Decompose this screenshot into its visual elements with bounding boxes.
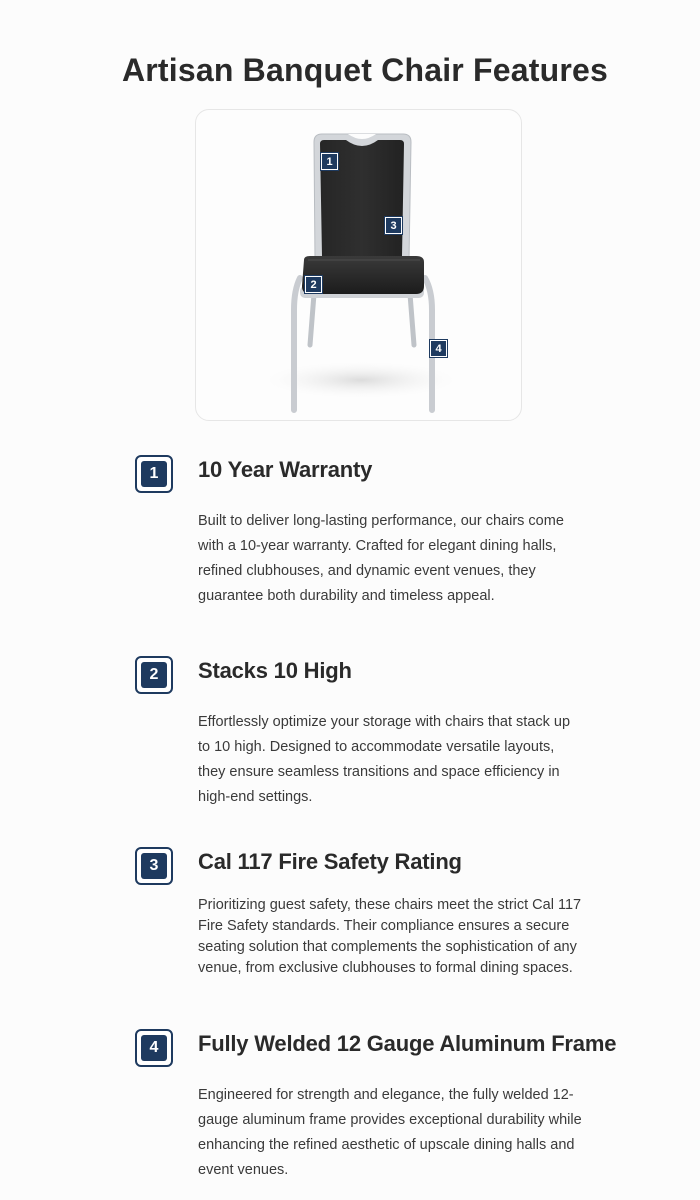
feature-number: 2 xyxy=(141,662,167,688)
feature-title: Cal 117 Fire Safety Rating xyxy=(198,849,462,874)
feature-description: Built to deliver long-lasting performance, our chairs come with a 10-year warranty. Crafted for elegant dining halls, refined clubhouses, and dynamic event venues, they guarantee both durability and timeless appeal. xyxy=(198,513,564,604)
feature-description: Prioritizing guest safety, these chairs meet the strict Cal 117 Fire Safety standards. Their compliance ensures a secure seating solution that complements the sophistication of any venue, from exclusive clubhouses to formal dining spaces. xyxy=(198,897,582,976)
product-image-card xyxy=(195,109,522,421)
hotspot-3[interactable]: 3 xyxy=(385,217,402,234)
feature-number-badge xyxy=(135,455,173,493)
feature-number-badge xyxy=(135,656,173,694)
feature-number-badge xyxy=(135,847,173,885)
feature-number: 1 xyxy=(141,461,167,487)
hotspot-1[interactable]: 1 xyxy=(321,153,338,170)
page-title: Artisan Banquet Chair Features xyxy=(121,52,609,88)
banquet-chair-image xyxy=(196,110,523,422)
feature-title: Stacks 10 High xyxy=(198,658,352,683)
feature-description: Effortlessly optimize your storage with chairs that stack up to 10 high. Designed to accommodate versatile layouts, they ensure seamless transitions and space efficiency in high-end settings. xyxy=(198,714,571,805)
hotspot-4[interactable]: 4 xyxy=(430,340,447,357)
feature-number-badge xyxy=(135,1029,173,1067)
hotspot-2[interactable]: 2 xyxy=(305,276,322,293)
feature-title: 10 Year Warranty xyxy=(198,457,373,482)
feature-title: Fully Welded 12 Gauge Aluminum Frame xyxy=(198,1031,617,1056)
feature-number: 3 xyxy=(141,853,167,879)
feature-description: Engineered for strength and elegance, the fully welded 12-gauge aluminum frame provides exceptional durability while enhancing the refined aesthetic of upscale dining halls and event venues. xyxy=(198,1087,582,1178)
feature-number: 4 xyxy=(141,1035,167,1061)
